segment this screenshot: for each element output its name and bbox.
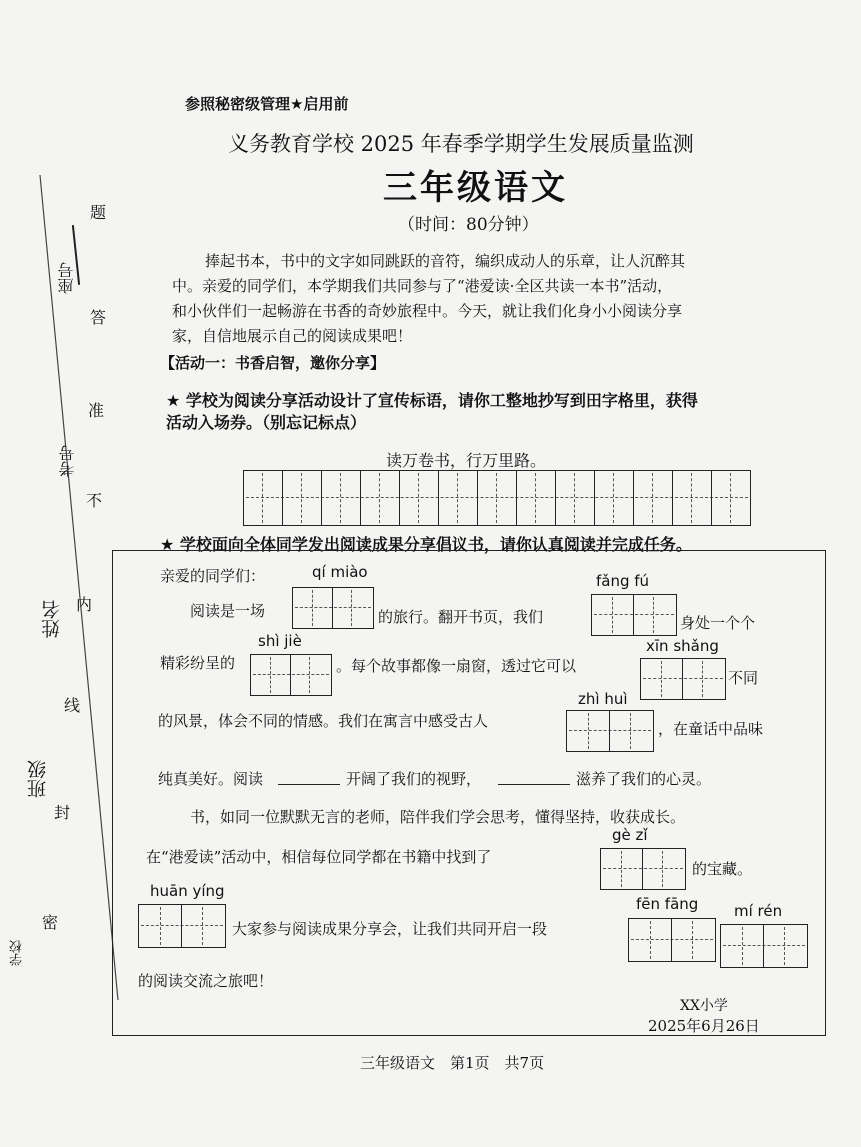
- answer-box-miren[interactable]: [720, 924, 808, 968]
- pinyin-fangfu: fǎng fú: [596, 572, 650, 590]
- school-title: 义务教育学校 2025 年春季学期学生发展质量监测: [228, 132, 694, 156]
- page-title: 三年级语文: [383, 168, 568, 208]
- letter-p4-b: 开阔了我们的视野，: [346, 770, 482, 788]
- letter-p6-b: 的宝藏。: [692, 860, 753, 878]
- answer-box-fangfu[interactable]: [591, 594, 677, 636]
- pinyin-zhihui: zhì huì: [578, 690, 628, 708]
- warning-char-3: 准: [88, 401, 105, 420]
- warning-char-6: 线: [64, 696, 81, 715]
- letter-p4-a: 纯真美好。阅读: [158, 770, 264, 788]
- pinyin-huanying: huān yíng: [150, 882, 225, 900]
- warning-char-4: 不: [86, 491, 103, 510]
- letter-date: 2025年6月26日: [648, 1017, 760, 1035]
- class-label: 班级: [27, 760, 49, 798]
- blank-line-2[interactable]: [498, 784, 570, 785]
- slogan-writing-grid[interactable]: [243, 470, 751, 526]
- activity-title: 【活动一：书香启智，邀你分享】: [160, 354, 386, 372]
- pinyin-miren: mí rén: [734, 902, 783, 920]
- letter-p1-a: 阅读是一场: [190, 602, 266, 620]
- confidential-label: 参照秘密级管理★启用前: [185, 95, 349, 113]
- warning-char-8: 密: [42, 913, 59, 932]
- letter-p6-a: 在“港爱读”活动中，相信每位同学都在书籍中找到了: [146, 848, 492, 866]
- pinyin-xinshang: xīn shǎng: [646, 637, 719, 655]
- warning-char-7: 封: [54, 803, 71, 822]
- answer-box-qimiao[interactable]: [292, 587, 374, 629]
- answer-box-shijie[interactable]: [250, 654, 332, 696]
- answer-box-zhihui[interactable]: [566, 710, 654, 752]
- letter-p8: 的阅读交流之旅吧！: [138, 972, 274, 990]
- letter-p1-b: 的旅行。翻开书页，我们: [378, 608, 544, 626]
- letter-p3-a: 的风景，体会不同的情感。我们在寓言中感受古人: [158, 712, 489, 730]
- answer-box-huanying[interactable]: [138, 904, 226, 948]
- seat-no-label: 座号: [57, 262, 76, 294]
- answer-box-xinshang[interactable]: [640, 658, 726, 700]
- page-footer: 三年级语文 第1页 共7页: [360, 1054, 545, 1072]
- pinyin-fenfang: fēn fāng: [636, 895, 699, 913]
- pinyin-qimiao: qí miào: [312, 563, 368, 581]
- intro-line-1: 捧起书本，书中的文字如同跳跃的音符，编织成动人的乐章，让人沉醉其: [205, 252, 686, 270]
- intro-line-3: 和小伙伴们一起畅游在书香的奇妙旅程中。今天，就让我们化身小小阅读分享: [172, 302, 683, 320]
- binding-line: [0, 0, 130, 1000]
- letter-p2-a: 精彩纷呈的: [160, 654, 236, 672]
- answer-box-fenfang[interactable]: [628, 918, 716, 962]
- task1-instruction-2: 活动入场券。（别忘记标点）: [166, 413, 367, 432]
- letter-p2-c: 不同: [728, 669, 759, 687]
- exam-no-label: 考号: [58, 445, 77, 477]
- school-label: 学校: [10, 940, 25, 966]
- warning-char-5: 内: [76, 595, 93, 614]
- letter-p2-b: 。每个故事都像一扇窗，透过它可以: [336, 657, 577, 675]
- task1-instruction-1: ★ 学校为阅读分享活动设计了宣传标语，请你工整地抄写到田字格里，获得: [166, 391, 698, 410]
- task2-instruction: ★ 学校面向全体同学发出阅读成果分享倡议书，请你认真阅读并完成任务。: [160, 535, 692, 554]
- warning-char-2: 答: [90, 308, 107, 327]
- pinyin-gezi: gè zǐ: [612, 826, 648, 844]
- pinyin-shijie: shì jiè: [258, 632, 302, 650]
- answer-box-gezi[interactable]: [600, 848, 686, 890]
- warning-char-1: 题: [90, 203, 107, 222]
- blank-line-1[interactable]: [278, 784, 340, 785]
- letter-p4-c: 滋养了我们的心灵。: [576, 770, 712, 788]
- intro-line-2: 中。亲爱的同学们，本学期我们共同参与了“港爱读·全区共读一本书”活动，: [172, 277, 673, 295]
- letter-p5: 书，如同一位默默无言的老师，陪伴我们学会思考，懂得坚持，收获成长。: [190, 808, 686, 826]
- name-label: 姓名: [41, 600, 63, 638]
- time-info: （时间：80分钟）: [398, 215, 539, 235]
- slogan-text: 读万卷书，行万里路。: [386, 451, 547, 470]
- letter-p1-c: 身处一个个: [680, 614, 756, 632]
- letter-p3-b: ，在童话中品味: [658, 720, 764, 738]
- letter-greeting: 亲爱的同学们：: [160, 567, 266, 585]
- letter-p7-a: 大家参与阅读成果分享会，让我们共同开启一段: [232, 920, 548, 938]
- letter-signature: XX小学: [680, 998, 728, 1014]
- intro-line-4: 家，自信地展示自己的阅读成果吧！: [172, 327, 413, 345]
